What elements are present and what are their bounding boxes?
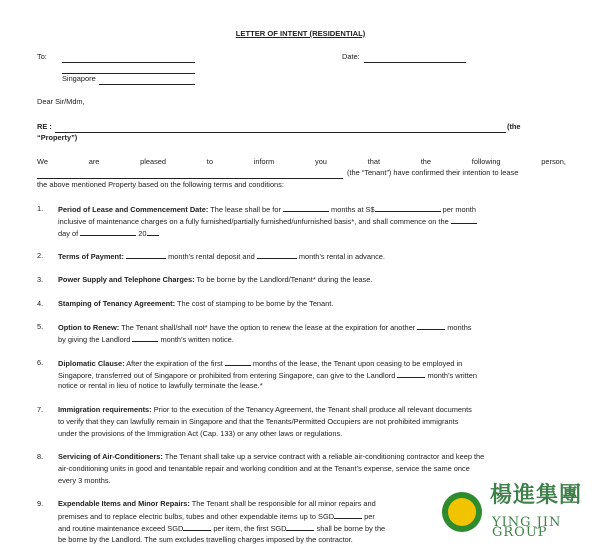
item-6-line-1 (58, 358, 462, 369)
diplomatic-notice-blank[interactable] (397, 370, 425, 378)
item-number: 3. (37, 275, 44, 284)
property-label: “Property”) (37, 133, 78, 142)
item-text: day of (58, 229, 79, 238)
renew-months-blank[interactable] (417, 322, 445, 330)
intro-word: that (367, 157, 380, 166)
renew-notice-blank[interactable] (132, 334, 158, 342)
item-8-line-3: every 3 months. (58, 476, 111, 485)
item-1-line-1 (58, 204, 476, 215)
item-5-line-2 (58, 334, 234, 345)
item-text: The lease shall be for (210, 205, 281, 214)
item-text: by giving the Landlord (58, 335, 131, 344)
company-logo-inner (448, 498, 476, 526)
item-text: The Tenant shall take up a service contract with a reliable air-conditioning contractor and keep the (164, 452, 485, 461)
commence-year-blank[interactable] (147, 228, 159, 236)
intro-word: pleased (140, 157, 167, 166)
item-heading: Period of Lease and Commencement Date: (58, 205, 209, 214)
expendable-limit-blank[interactable] (334, 511, 362, 519)
item-heading: Terms of Payment: (58, 252, 124, 261)
intro-word: you (315, 157, 327, 166)
item-heading: Expendable Items and Minor Repairs: (58, 499, 190, 508)
company-watermark (442, 482, 601, 545)
repair-limit-blank[interactable] (183, 523, 211, 531)
item-text: months (447, 323, 472, 332)
advance-months-blank[interactable] (257, 251, 297, 259)
rent-amount-blank[interactable] (375, 204, 441, 212)
first-sgd-blank[interactable] (286, 523, 314, 531)
item-7-line-2: to verify that they can lawfully remain in Singapore and that the Tenants/Permitted Occupiers are not prohibited immigrants (58, 417, 459, 426)
item-8-line-1 (58, 452, 484, 462)
item-text: Prior to the execution of the Tenancy Agreement, the Tenant shall produce all relevant documents (153, 405, 472, 414)
item-1-line-3 (58, 228, 159, 239)
item-heading: Power Supply and Telephone Charges: (58, 275, 195, 284)
item-text: To be borne by the Landlord/Tenant* during the lease. (196, 275, 373, 284)
item-number: 1. (37, 204, 44, 213)
singapore-label: Singapore (62, 74, 96, 83)
item-7-line-3: under the provisions of the Immigration Act (Cap. 133) or any other laws or regulations. (58, 429, 343, 438)
intro-continuation: the above mentioned Property based on the following terms and conditions: (37, 180, 284, 189)
intro-word: person, (541, 157, 566, 166)
item-9-line-4: be borne by the Landlord. The sum excludes travelling charges imposed by the contractor. (58, 535, 353, 544)
item-number: 6. (37, 358, 44, 367)
date-label: Date: (342, 52, 360, 61)
item-text: After the expiration of the first (126, 359, 223, 368)
item-text: per (364, 512, 375, 521)
item-text: shall be borne by the (316, 524, 386, 533)
intro-word: the (420, 157, 432, 166)
item-text: per month (442, 205, 476, 214)
commence-day-blank[interactable] (451, 216, 477, 224)
item-heading: Servicing of Air-Conditioners: (58, 452, 163, 461)
item-text: month’s written notice. (160, 335, 234, 344)
item-5-line-1 (58, 322, 472, 333)
intro-word: We (37, 157, 48, 166)
watermark-chinese-text: 楊進集團 (490, 482, 583, 508)
item-text: inclusive of maintenance charges on a fully furnished/partially furnished/unfurnished basis*, and shall commence on the (58, 217, 449, 226)
item-text: month’s written (427, 371, 478, 380)
deposit-months-blank[interactable] (126, 251, 166, 259)
intro-word: to (206, 157, 213, 166)
item-text: The Tenant shall/shall not* have the option to renew the lease at the expiration for another (121, 323, 416, 332)
item-9-line-1 (58, 499, 376, 509)
re-label: RE : (37, 122, 52, 131)
item-text: The Tenant shall be responsible for all minor repairs and (191, 499, 376, 508)
item-text: The cost of stamping to be borne by the Tenant. (176, 299, 334, 308)
item-1-line-2 (58, 216, 477, 227)
intro-line (37, 157, 566, 167)
to-label: To: (37, 52, 47, 61)
item-6-line-3: notice or rental in lieu of notice to lawfully terminate the lease.* (58, 381, 263, 390)
item-number: 7. (37, 405, 44, 414)
item-8-line-2: air-conditioning units in good and tenantable repair and working condition and at the Tenant’s expense, service the same once (58, 464, 470, 473)
item-7-line-1 (58, 405, 472, 415)
item-heading: Immigration requirements: (58, 405, 152, 414)
intro-word: inform (253, 157, 275, 166)
item-heading: Stamping of Tenancy Agreement: (58, 299, 176, 308)
item-heading: Option to Renew: (58, 323, 120, 332)
to-field-line-2[interactable] (62, 66, 195, 74)
item-text: premises and to replace electric bulbs, tubes and other expendable items up to SGD (58, 512, 335, 521)
item-text: and routine maintenance exceed SGD (58, 524, 184, 533)
item-heading: Diplomatic Clause: (58, 359, 125, 368)
postal-code-line[interactable] (99, 77, 195, 85)
item-number: 2. (37, 251, 44, 260)
item-text: months at S$ (331, 205, 375, 214)
watermark-english-text: YING JIN GROUP (492, 515, 562, 541)
intro-word: are (88, 157, 100, 166)
intro-word: following (471, 157, 501, 166)
item-text: per item, the first SGD (213, 524, 287, 533)
re-the-text: (the (507, 122, 521, 131)
item-text: months of the lease, the Tenant upon ceasing to be employed in (252, 359, 463, 368)
item-number: 4. (37, 299, 44, 308)
item-text: month’s rental in advance. (298, 252, 385, 261)
item-3-line (58, 275, 372, 285)
tenant-text: (the “Tenant”) have confirmed their intention to lease (347, 168, 519, 177)
tenant-name-line[interactable] (37, 171, 343, 179)
item-number: 9. (37, 499, 44, 508)
item-4-line (58, 299, 333, 309)
property-address-line[interactable] (55, 125, 506, 133)
page-title: LETTER OF INTENT (RESIDENTIAL) (235, 29, 366, 38)
item-text: month’s rental deposit and (168, 252, 255, 261)
item-2-line (58, 251, 385, 262)
item-text: Singapore, transferred out of Singapore or prohibited from entering Singapore, can give to the Landlord (58, 371, 396, 380)
diplomatic-months-blank[interactable] (225, 358, 251, 366)
item-number: 8. (37, 452, 44, 461)
item-9-line-3 (58, 523, 385, 534)
salutation: Dear Sir/Mdm, (37, 97, 85, 106)
to-field-line-1[interactable] (62, 55, 195, 63)
item-9-line-2 (58, 511, 375, 522)
item-6-line-2 (58, 370, 477, 381)
date-field-line[interactable] (364, 55, 466, 63)
lease-months-blank[interactable] (283, 204, 329, 212)
item-number: 5. (37, 322, 44, 331)
item-text: 20 (138, 229, 147, 238)
commence-month-blank[interactable] (80, 228, 136, 236)
